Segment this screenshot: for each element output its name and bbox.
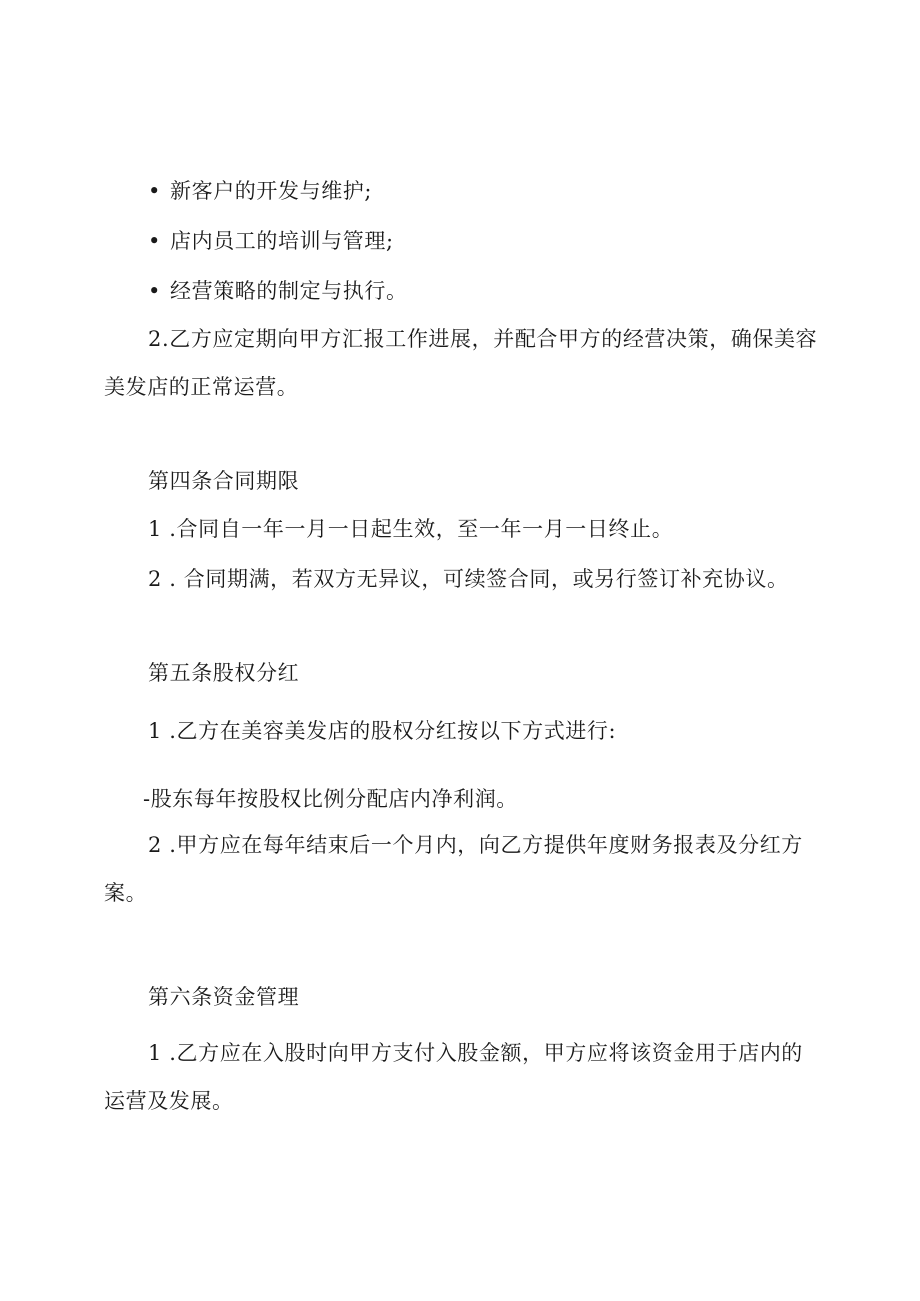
clause5-subitem: -股东每年按股权比例分配店内净利润。	[143, 787, 518, 811]
clause4-heading: 第四条合同期限	[148, 469, 300, 493]
clause3-item2-line2: 美发店的正常运营。	[104, 375, 299, 399]
clause5-item2-line1: 2 .甲方应在每年结束后一个月内，向乙方提供年度财务报表及分红方	[148, 833, 803, 857]
clause5-item2-line2: 案。	[104, 881, 148, 905]
clause5-heading: 第五条股权分红	[148, 661, 300, 685]
bullet-icon: •	[148, 279, 161, 303]
bullet-text: 新客户的开发与维护;	[170, 179, 373, 203]
bullet-icon: •	[148, 179, 161, 203]
bullet-text: 店内员工的培训与管理;	[170, 229, 394, 253]
clause4-item2: 2 . 合同期满，若双方无异议，可续签合同，或另行签订补充协议。	[148, 567, 789, 591]
bullet-icon: •	[148, 229, 161, 253]
clause6-item1-line1: 1 .乙方应在入股时向甲方支付入股金额，甲方应将该资金用于店内的	[148, 1041, 803, 1065]
bullet-item	[148, 276, 408, 306]
bullet-item	[148, 176, 372, 206]
clause5-item1: 1 .乙方在美容美发店的股权分红按以下方式进行:	[148, 719, 617, 743]
bullet-text: 经营策略的制定与执行。	[170, 279, 408, 303]
clause6-heading: 第六条资金管理	[148, 985, 300, 1009]
clause3-item2-line1: 2.乙方应定期向甲方汇报工作进展，并配合甲方的经营决策，确保美容	[148, 327, 818, 351]
clause6-item1-line2: 运营及发展。	[104, 1089, 234, 1113]
bullet-item	[148, 226, 394, 256]
clause4-item1: 1 .合同自一年一月一日起生效，至一年一月一日终止。	[148, 517, 674, 541]
